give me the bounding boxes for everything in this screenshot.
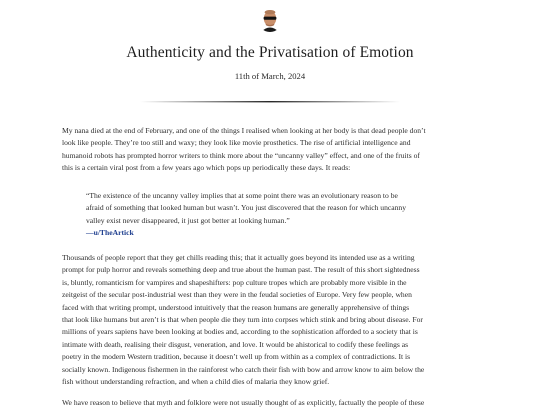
paragraph-line: prompt for pulp horror and reveals something deep and true about the human past. The result of this short sightedness xyxy=(62,265,420,275)
quote-line: afraid of something that looked human but wasn’t. You just discovered that the reason for which uncanny xyxy=(86,203,406,213)
sunglasses-face-icon xyxy=(258,8,282,32)
blockquote xyxy=(86,190,456,240)
paragraph-line: fish without understanding refraction, and when a child dies of malaria they know grief. xyxy=(62,377,330,387)
page-title: Authenticity and the Privatisation of Emotion xyxy=(126,44,414,61)
paragraph-line: that look like humans but aren’t is that when people die they turn into corpses which stink and bring about disease. For xyxy=(62,315,423,325)
paragraph-line: intimate with death, realising their disgust, veneration, and love. It would be ahistorical to codify these feelings as xyxy=(62,339,409,349)
quote-attribution-link[interactable]: —u/TheArtick xyxy=(86,228,134,238)
paragraph-line: faced with that writing prompt, understood intuitively that the reason humans are generally apprehensive of things xyxy=(62,302,410,312)
paragraph-line: millions of years sapiens have been looking at bodies and, according to the sophistication afforded to a society that is xyxy=(62,327,418,337)
paragraph-line: humanoid robots has prompted horror writers to think more about the “uncanny valley” effect, and one of the fruits of xyxy=(62,150,420,160)
post-date: 11th of March, 2024 xyxy=(234,71,306,81)
title-divider xyxy=(140,101,400,103)
quote-line: “The existence of the uncanny valley implies that at some point there was an evolutionary reason to be xyxy=(86,191,398,200)
paragraph-2 xyxy=(62,252,478,388)
paragraph-1 xyxy=(62,125,478,175)
paragraph-line: Thousands of people report that they get chills reading this; that it actually goes beyond its intended use as a writing xyxy=(62,253,415,262)
paragraph-3 xyxy=(62,397,478,409)
paragraph-line: poetry in the modern Western tradition, because it doesn’t well up from within as a complex of contradictions. It is xyxy=(62,352,411,362)
paragraph-line: look like people. They’re too still and waxy; they look like movie prosthetics. The rise of artificial intelligence and xyxy=(62,138,411,148)
avatar[interactable] xyxy=(258,8,282,32)
paragraph-line: My nana died at the end of February, and one of the things I realised when looking at her body is that dead people don’t xyxy=(62,126,426,135)
quote-line: valley exist never disappeared, it just got better at looking human.” xyxy=(86,215,290,225)
paragraph-line: zeitgeist of the secular post-industrial west than they were in the feudal societies of Europe. Very few people, when xyxy=(62,290,412,300)
paragraph-line: is, bluntly, romanticism for vampires and shapeshifters: pop culture tropes which are probably more visible in the xyxy=(62,277,407,287)
paragraph-line: socially known. Indigenous fishermen in the rainforest who catch their fish with bow and arrow know to aim below the xyxy=(62,364,425,374)
paragraph-line: We have reason to believe that myth and folklore were not usually thought of as explicitly, factually the people of these xyxy=(62,398,425,407)
paragraph-line: this is a certain viral post from a few years ago which pops up periodically these days. It reads: xyxy=(62,163,351,173)
